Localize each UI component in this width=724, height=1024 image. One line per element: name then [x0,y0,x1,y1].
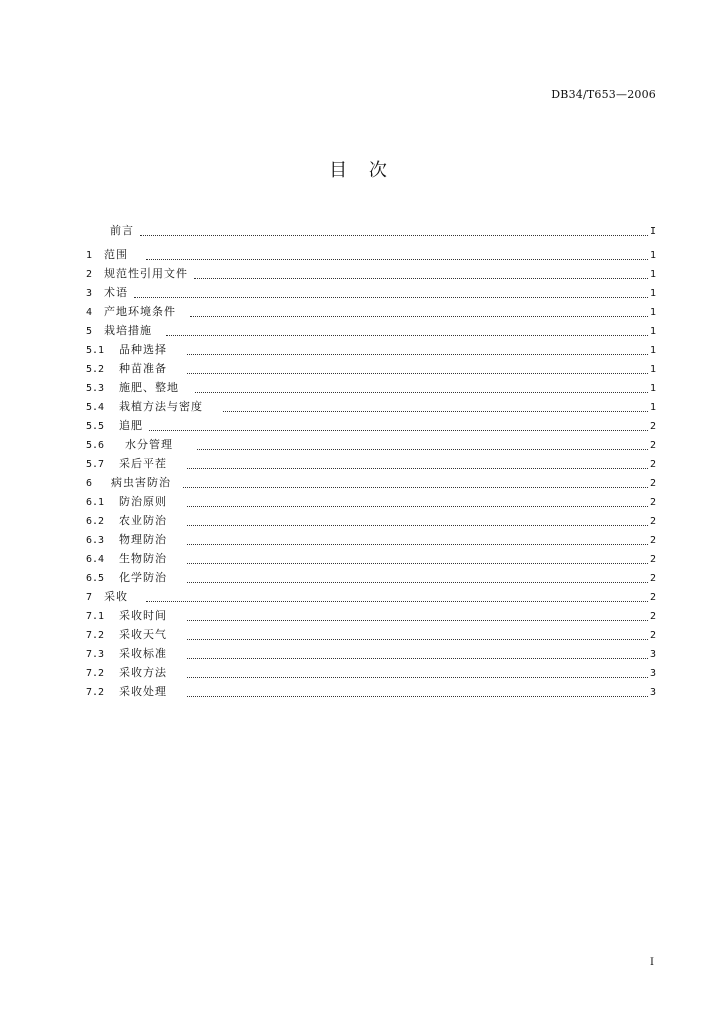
toc-entry-page: 1 [650,326,657,337]
toc-entry-label: 农业防治 [119,514,167,527]
toc-entry[interactable] [86,397,656,416]
toc-entry-number: 5.6 [86,440,105,451]
toc-entry-number: 5.4 [86,402,105,413]
toc-entry[interactable] [86,321,656,340]
toc-entry-number: 5.3 [86,383,105,394]
toc-entry[interactable] [86,245,656,264]
toc-entry-label: 病虫害防治 [111,476,171,489]
dot-leader [187,676,648,678]
toc-entry-label: 水分管理 [125,438,173,451]
toc-entry[interactable] [86,435,656,454]
dot-leader [187,353,648,355]
toc-entry-number: 6.1 [86,497,105,508]
toc-entry-page: 1 [650,307,657,318]
dot-leader [146,258,648,260]
toc-entry-label: 品种选择 [119,343,167,356]
toc-entry-page: 2 [650,478,657,489]
toc-entry[interactable] [86,473,656,492]
toc-entry-page: 3 [650,687,657,698]
toc-entry-number: 6.4 [86,554,105,565]
toc-entry-number: 5.2 [86,364,105,375]
toc-entry-page: 1 [650,345,657,356]
dot-leader [187,638,648,640]
toc-entry-page: 1 [650,288,657,299]
toc-entry-number: 2 [86,269,93,280]
toc-entry-label: 物理防治 [119,533,167,546]
dot-leader [187,657,648,659]
dot-leader [223,410,648,412]
toc-entry-number: 6.5 [86,573,105,584]
toc-entry-label: 采收处理 [119,685,167,698]
toc-entry-page: 1 [650,250,657,261]
toc-entry-number: 4 [86,307,93,318]
toc-entry-number: 7.2 [86,630,105,641]
dot-leader [187,467,648,469]
dot-leader [146,600,648,602]
toc-entry[interactable] [86,359,656,378]
toc-entry-number: 7.1 [86,611,105,622]
dot-leader [166,334,648,336]
toc-entry-page: 2 [650,421,657,432]
toc-entry[interactable] [86,283,656,302]
toc-entry-label: 施肥、整地 [119,381,179,394]
dot-leader [194,277,648,279]
toc-entry-label: 采后平茬 [119,457,167,470]
toc-entry[interactable] [86,644,656,663]
toc-entry[interactable] [86,682,656,701]
dot-leader [197,448,648,450]
toc-entry[interactable] [86,511,656,530]
toc-entry[interactable] [86,606,656,625]
toc-entry-page: 2 [650,497,657,508]
toc-entry[interactable] [86,625,656,644]
dot-leader [149,429,648,431]
toc-entry-number: 5.5 [86,421,105,432]
toc-entry-page: 2 [650,573,657,584]
dot-leader [187,524,648,526]
dot-leader [134,296,648,298]
toc-entry[interactable] [86,530,656,549]
dot-leader [187,543,648,545]
toc-entry[interactable] [86,340,656,359]
toc-entry-number: 7.2 [86,668,105,679]
toc-entry-page: 1 [650,364,657,375]
dot-leader [140,234,648,236]
toc-entry-label: 范围 [104,248,128,261]
page-number: I [650,957,654,968]
toc-entry[interactable] [86,302,656,321]
toc-entry[interactable] [86,264,656,283]
toc-entry-label: 采收 [104,590,128,603]
dot-leader [187,372,648,374]
toc-entry-number: 6.2 [86,516,105,527]
toc-entry[interactable] [86,549,656,568]
toc-entry[interactable] [86,663,656,682]
toc-entry-page: I [650,226,657,237]
toc-entry-label: 规范性引用文件 [104,267,188,280]
toc-entry-label: 采收方法 [119,666,167,679]
toc-title: 目 次 [329,160,395,181]
toc-entry-page: 2 [650,630,657,641]
toc-entry-page: 3 [650,649,657,660]
dot-leader [187,505,648,507]
toc-entry-label: 追肥 [119,419,143,432]
toc-entry-page: 1 [650,402,657,413]
toc-entry[interactable] [86,416,656,435]
toc-entry-page: 2 [650,440,657,451]
toc-entry[interactable] [86,454,656,473]
toc-entry-label: 术语 [104,286,128,299]
dot-leader [187,581,648,583]
table-of-contents [86,221,656,701]
dot-leader [187,695,648,697]
toc-entry-number: 7.3 [86,649,105,660]
toc-entry-page: 3 [650,668,657,679]
dot-leader [195,391,648,393]
toc-entry-label: 采收天气 [119,628,167,641]
toc-entry-page: 1 [650,269,657,280]
toc-entry-label: 采收时间 [119,609,167,622]
toc-entry-label: 种苗准备 [119,362,167,375]
toc-entry[interactable] [86,587,656,606]
toc-entry-label: 生物防治 [119,552,167,565]
toc-entry-number: 5 [86,326,93,337]
toc-entry-foreword[interactable] [86,221,656,240]
toc-entry-page: 2 [650,516,657,527]
toc-entry[interactable] [86,492,656,511]
toc-entry-label: 防治原则 [119,495,167,508]
toc-entry-page: 1 [650,383,657,394]
toc-entry-label: 栽植方法与密度 [119,400,203,413]
toc-entry-label: 采收标准 [119,647,167,660]
toc-entry-number: 6.3 [86,535,105,546]
toc-entry-number: 5.7 [86,459,105,470]
dot-leader [183,486,648,488]
toc-entry[interactable] [86,378,656,397]
toc-entry-page: 2 [650,554,657,565]
dot-leader [187,562,648,564]
toc-entry-page: 2 [650,459,657,470]
document-code: DB34/T653—2006 [551,88,656,101]
dot-leader [187,619,648,621]
toc-entry-number: 5.1 [86,345,105,356]
toc-entry-number: 1 [86,250,93,261]
toc-entry-label: 化学防治 [119,571,167,584]
toc-entry-label: 产地环境条件 [104,305,176,318]
toc-entry-number: 6 [86,478,93,489]
toc-entry-page: 2 [650,611,657,622]
toc-entry-page: 2 [650,535,657,546]
toc-entry-label: 前言 [110,224,134,237]
dot-leader [190,315,648,317]
toc-entry[interactable] [86,568,656,587]
toc-entry-page: 2 [650,592,657,603]
toc-entry-number: 7 [86,592,93,603]
toc-entry-number: 7.2 [86,687,105,698]
toc-entry-label: 栽培措施 [104,324,152,337]
toc-entry-number: 3 [86,288,93,299]
